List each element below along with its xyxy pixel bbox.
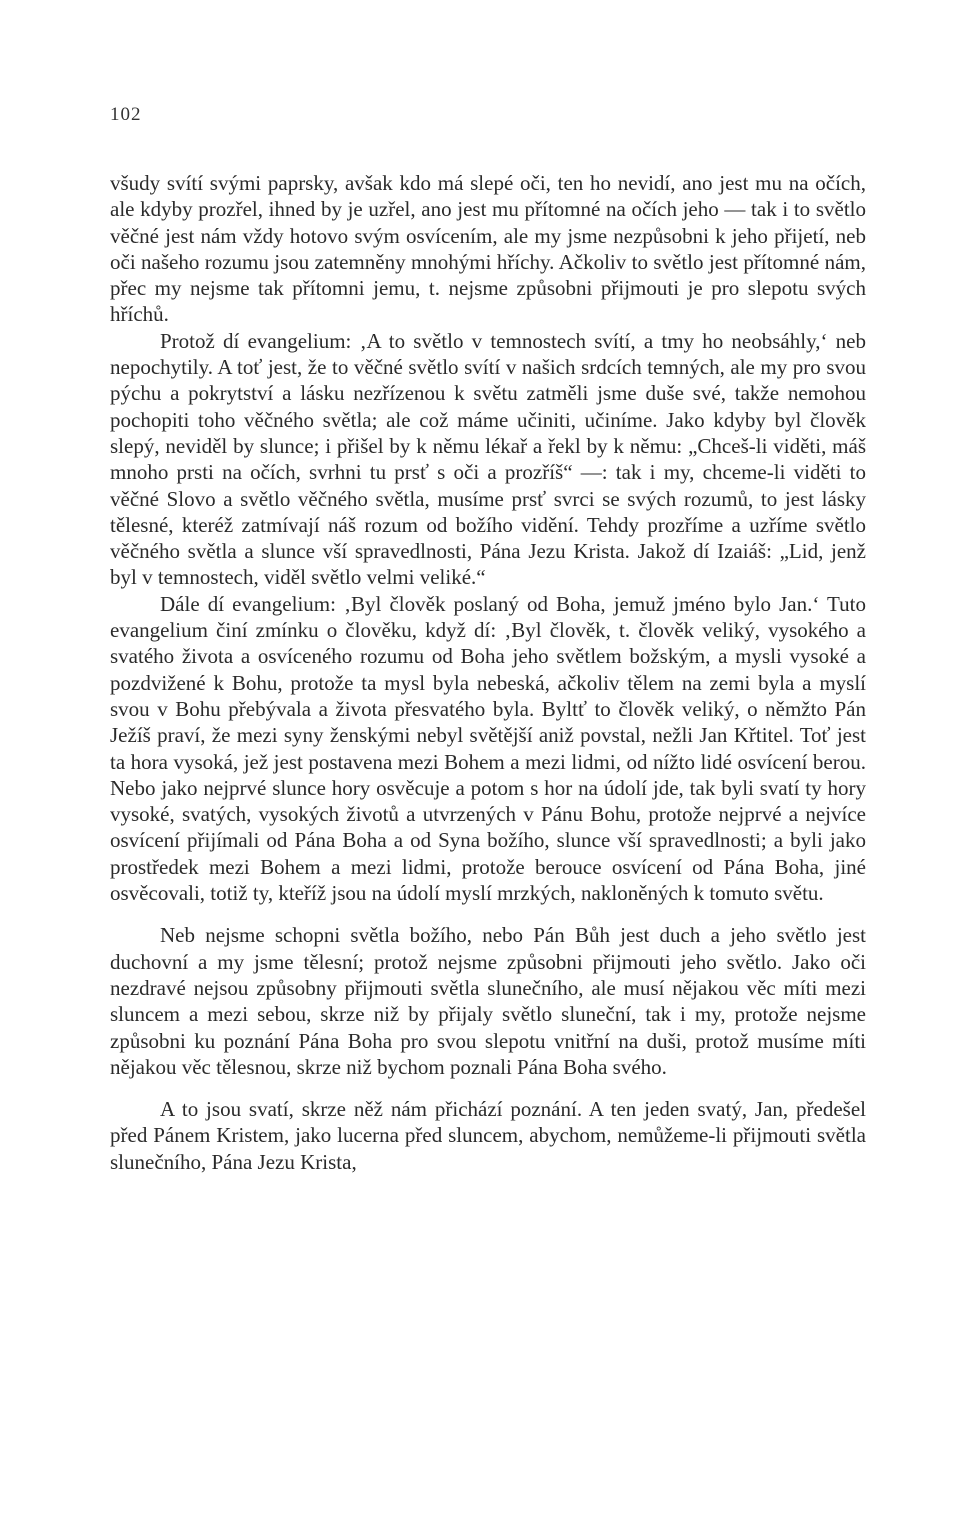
paragraph-1: všudy svítí svými paprsky, avšak kdo má slepé oči, ten ho nevidí, ano jest mu na očích, ale kdyby prozřel, ihned by je uzřel, ano jest mu přítomné na očích jeho — tak i to světlo věčné jest nám vždy hotovo svým osvícením, ale my jsme nezpůsobni k jeho přijetí, neb oči našeho rozumu jsou zatemněny mnohými hříchy. Ačkoliv to světlo jest přítomné nám, přec my nejsme tak přítomni jemu, t. nejsme způsobni přijmouti je pro slepotu svých hříchů. xyxy=(110,171,866,327)
page-number: 102 xyxy=(110,104,142,125)
paragraph-3: Dále dí evangelium: ‚Byl člověk poslaný od Boha, jemuž jméno bylo Jan.‘ Tuto evangelium činí zmínku o člověku, když dí: ‚Byl člověk, t. člověk veliký, vysokého a svatého života a osvíceného rozumu od Boha jeho světlem božským, a mysli vysoké a pozdvižené k Bohu, protože ta mysl byla nebeská, ačkoliv tělem na zemi byla a myslí svou v Bohu přebývala a života přesvatého byla. Byltť to člověk veliký, o němžto Pán Ježíš praví, že mezi syny ženskými nebyl světější aniž povstal, nežli Jan Křtitel. Toť jest ta hora vysoká, jež jest postavena mezi Bohem a mezi lidmi, od nížto lidé osvícení berou. Nebo jako nejprvé slunce hory osvěcuje a potom s hor na údolí jde, tak byli svatí ty hory vysoké, svatých, vysokých životů a utvrzených v Pánu Bohu, protože nejprvé a nejvíce osvícení přijímali od Pána Boha a od Syna božího, slunce vší spravedlnosti; a byli jako prostředek mezi Bohem a mezi lidmi, protože berouce osvícení od Pána Boha, jiné osvěcovali, totiž ty, kteříž jsou na údolí myslí mrzkých, nakloněných k tomuto světu. xyxy=(110,591,866,906)
paragraph-4: Neb nejsme schopni světla božího, nebo Pán Bůh jest duch a jeho světlo jest duchovní a my jsme tělesní; protož nejsme způsobni přijmouti jeho světlo. Jako oči nezdravé nejsou způsobny přijmouti světla slunečního, ale musí nějakou věc míti mezi sluncem a mezi sebou, skrze niž by přijaly světlo sluneční, tak i my, protože nejsme způsobni ku poznání Pána Boha pro svou slepotu vnitřní na duši, protož musíme míti nějakou věc tělesnou, skrze niž bychom poznali Pána Boha svého. xyxy=(110,923,866,1079)
paragraph-2: Protož dí evangelium: ‚A to světlo v temnostech svítí, a tmy ho neobsáhly,‘ neb nepochytily. A toť jest, že to věčné světlo svítí v našich srdcích temných, ale my pro svou pýchu a pokrytství a lásku nezřízenou k světu zatměli jsme duše své, takže nemohou pochopiti toho věčného světla; ale což máme učiniti, učiníme. Jako kdyby byl člověk slepý, neviděl by slunce; i přišel by k němu lékař a řekl by k němu: „Chceš-li viděti, máš mnoho prsti na očích, svrhni tu prsť s oči a prozříš“ —: tak i my, chceme-li viděti to věčné Slovo a světlo věčného světla, musíme prsť svrci se svých rozumů, to jest lásky tělesné, kteréž zatmívají náš rozum od božího vidění. Tehdy prozříme a uzříme světlo věčného světla a slunce vší spravedlnosti, Pána Jezu Krista. Jakož dí Izaiáš: „Lid, jenž byl v temnostech, viděl světlo velmi veliké.“ xyxy=(110,328,866,590)
paragraph-5: A to jsou svatí, skrze něž nám přichází poznání. A ten jeden svatý, Jan, předešel před Pánem Kristem, jako lucerna před sluncem, abychom, nemůžeme-li přijmouti světla slunečního, Pána Jezu Krista, xyxy=(110,1097,866,1174)
body-text xyxy=(110,170,866,1175)
